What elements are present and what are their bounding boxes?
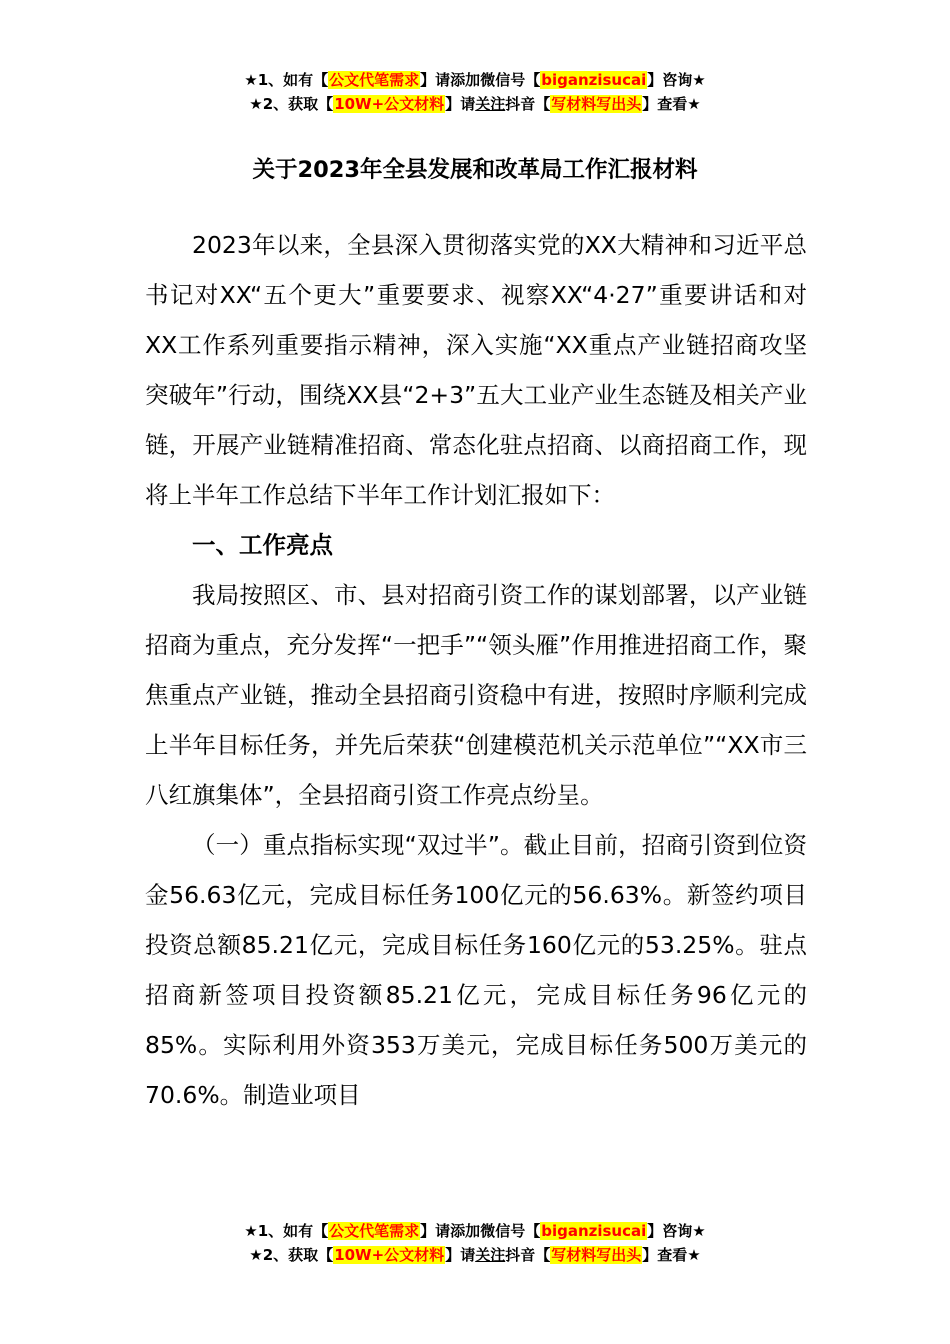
banner-highlight-wechat: biganzisucai bbox=[541, 71, 647, 89]
banner-text-underlined: 关注 bbox=[475, 95, 506, 113]
banner-line-1 bbox=[0, 68, 950, 92]
banner-line-2 bbox=[0, 1243, 950, 1267]
banner-text: ★1、如有【 bbox=[244, 71, 329, 89]
banner-text: 】请添加 bbox=[420, 71, 481, 89]
banner-text: ★2、获取【 bbox=[249, 1246, 334, 1264]
banner-highlight-douyin: 写材料写出头 bbox=[551, 1246, 642, 1264]
banner-text: 】咨询★ bbox=[647, 1222, 706, 1240]
banner-highlight-douyin: 写材料写出头 bbox=[551, 95, 642, 113]
banner-highlight: 公文代笔需求 bbox=[329, 1222, 420, 1240]
banner-text-underlined: 关注 bbox=[475, 1246, 506, 1264]
banner-text: 】请添加 bbox=[420, 1222, 481, 1240]
header-banner bbox=[0, 68, 950, 116]
banner-text: 】查看★ bbox=[642, 1246, 701, 1264]
banner-highlight-wechat: biganzisucai bbox=[541, 1222, 647, 1240]
banner-text: 微信号【 bbox=[480, 1222, 541, 1240]
banner-line-1 bbox=[0, 1219, 950, 1243]
banner-text: 微信号【 bbox=[480, 71, 541, 89]
banner-text: ★2、获取【 bbox=[249, 95, 334, 113]
footer-banner bbox=[0, 1219, 950, 1267]
banner-highlight: 公文代笔需求 bbox=[329, 71, 420, 89]
banner-text: 抖音【 bbox=[505, 95, 551, 113]
document-title: 关于2023年全县发展和改革局工作汇报材料 bbox=[252, 157, 698, 183]
paragraph-indicators: （一）重点指标实现“双过半”。截止目前，招商引资到位资金56.63亿元，完成目标任务100亿元的56.63%。新签约项目投资总额85.21亿元，完成目标任务160亿元的53.25%。驻点招商新签项目投资额85.21亿元，完成目标任务96亿元的85%。实际利用外资353万美元，完成目标任务500万美元的70.6%。制造业项目 bbox=[145, 831, 807, 1109]
section-heading: 一、工作亮点 bbox=[192, 531, 333, 559]
banner-highlight: 10W+公文材料 bbox=[334, 1246, 445, 1264]
banner-text: ★1、如有【 bbox=[244, 1222, 329, 1240]
paragraph-highlights: 我局按照区、市、县对招商引资工作的谋划部署，以产业链招商为重点，充分发挥“一把手”“领头雁”作用推进招商工作，聚焦重点产业链，推动全县招商引资稳中有进，按照时序顺利完成上半年目标任务，并先后荣获“创建模范机关示范单位”“XX市三八红旗集体”，全县招商引资工作亮点纷呈。 bbox=[145, 581, 807, 809]
banner-line-2 bbox=[0, 92, 950, 116]
banner-text: 】查看★ bbox=[642, 95, 701, 113]
banner-highlight: 10W+公文材料 bbox=[334, 95, 445, 113]
banner-text: 】请 bbox=[445, 95, 476, 113]
banner-text: 抖音【 bbox=[505, 1246, 551, 1264]
document-body bbox=[145, 220, 807, 1120]
banner-text: 】咨询★ bbox=[647, 71, 706, 89]
paragraph-intro: 2023年以来，全县深入贯彻落实党的XX大精神和习近平总书记对XX“五个更大”重要要求、视察XX“4·27”重要讲话和对XX工作系列重要指示精神，深入实施“XX重点产业链招商攻坚突破年”行动，围绕XX县“2+3”五大工业产业生态链及相关产业链，开展产业链精准招商、常态化驻点招商、以商招商工作，现将上半年工作总结下半年工作计划汇报如下： bbox=[145, 231, 807, 509]
banner-text: 】请 bbox=[445, 1246, 476, 1264]
